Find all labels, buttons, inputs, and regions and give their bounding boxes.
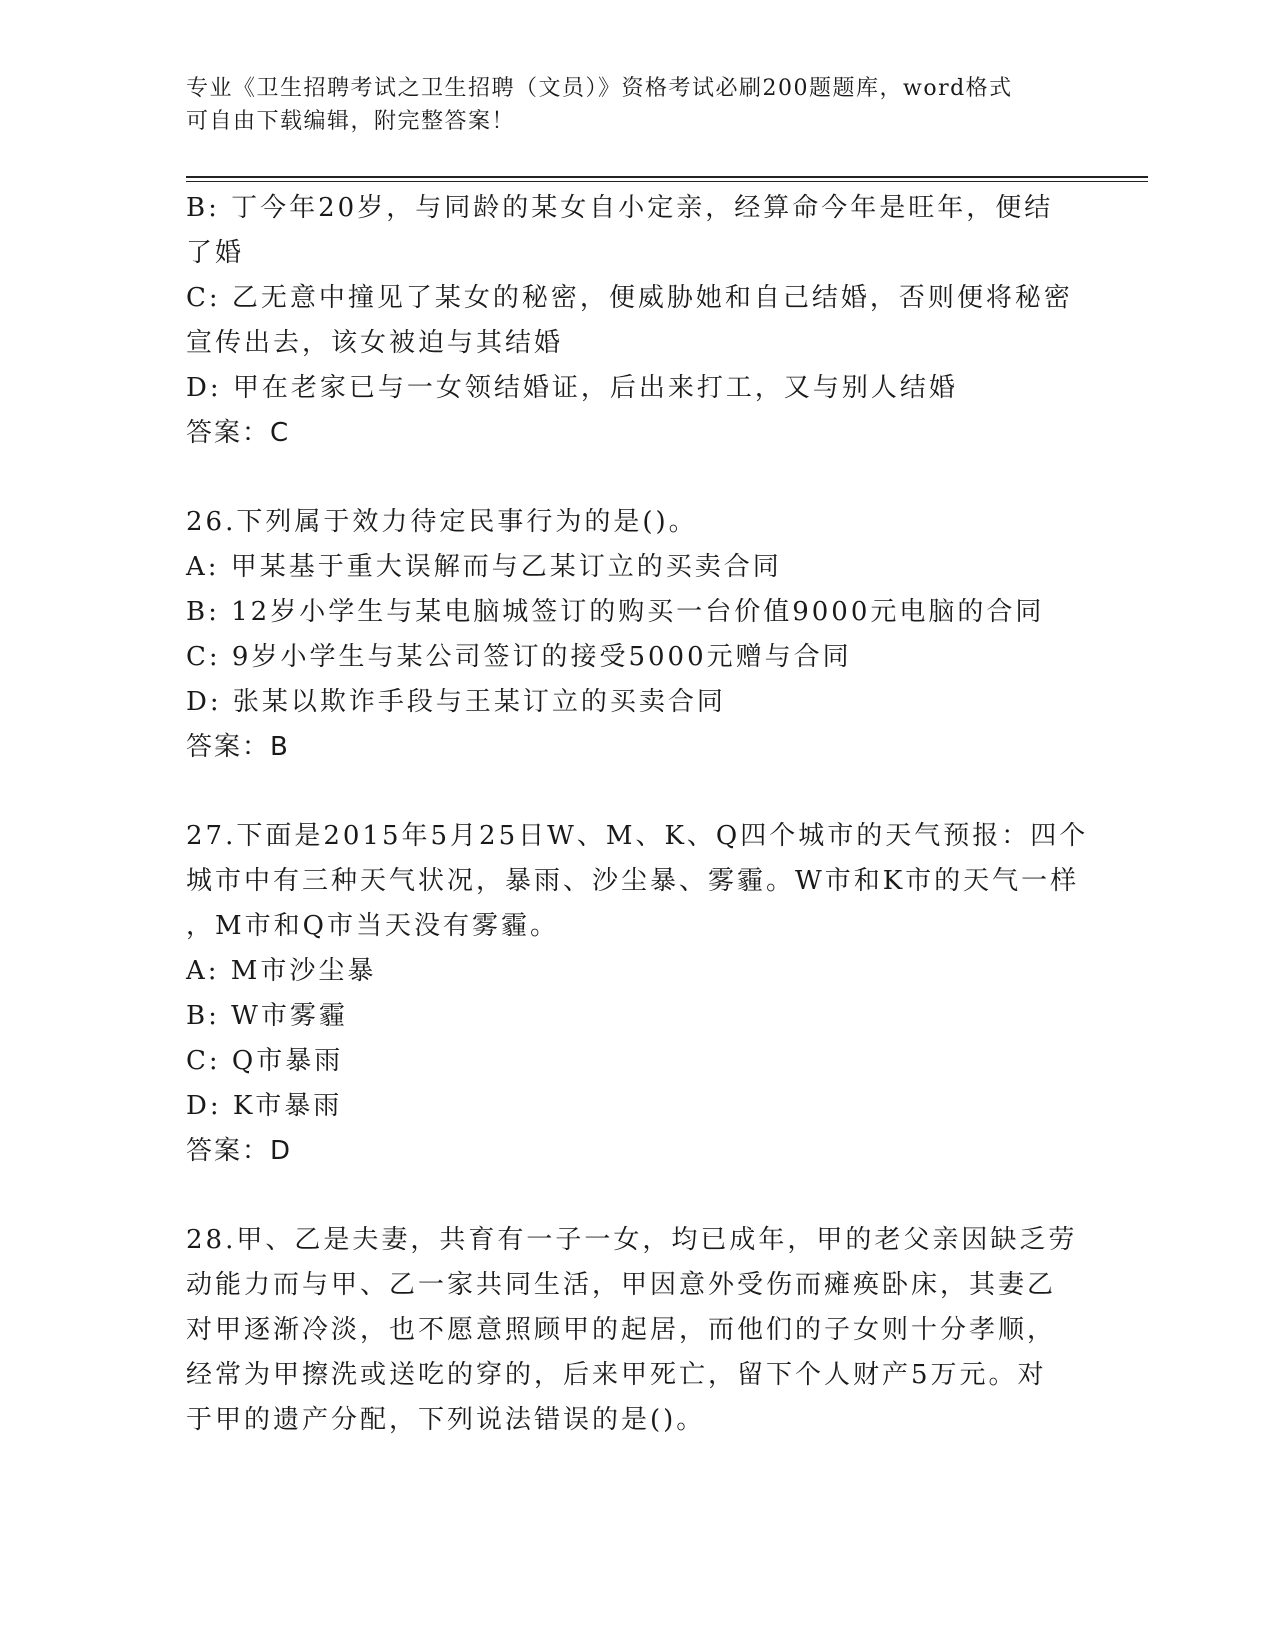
question-stem: 26.下列属于效力待定民事行为的是()。 xyxy=(186,507,698,537)
question-25-continuation xyxy=(186,186,1086,456)
question-26 xyxy=(186,500,1086,770)
option-b-line-1: B: 丁今年20岁，与同龄的某女自小定亲，经算命今年是旺年，便结 xyxy=(186,193,1054,223)
header-divider-thin xyxy=(186,181,1148,182)
spacer xyxy=(186,456,1086,500)
spacer xyxy=(186,770,1086,814)
option-a: A: 甲某基于重大误解而与乙某订立的买卖合同 xyxy=(186,552,782,582)
option-d: D: K市暴雨 xyxy=(186,1091,343,1121)
question-stem-line-3: 对甲逐渐冷淡，也不愿意照顾甲的起居，而他们的子女则十分孝顺， xyxy=(186,1315,1057,1345)
question-stem-line-1: 28.甲、乙是夫妻，共育有一子一女，均已成年，甲的老父亲因缺乏劳 xyxy=(186,1225,1078,1255)
question-27 xyxy=(186,814,1089,1174)
option-d: D: 甲在老家已与一女领结婚证，后出来打工，又与别人结婚 xyxy=(186,373,958,403)
option-b: B: W市雾霾 xyxy=(186,1001,348,1031)
option-b-line-2: 了婚 xyxy=(186,238,245,268)
question-28 xyxy=(186,1218,1086,1443)
option-c: C: Q市暴雨 xyxy=(186,1046,344,1076)
question-stem-line-4: 经常为甲擦洗或送吃的穿的，后来甲死亡，留下个人财产5万元。对 xyxy=(186,1360,1047,1390)
answer-line: 答案：B xyxy=(186,732,290,762)
question-stem-line-2: 城市中有三种天气状况，暴雨、沙尘暴、雾霾。W市和K市的天气一样 xyxy=(186,866,1080,896)
spacer xyxy=(186,1174,1086,1218)
header-divider-thick xyxy=(186,176,1148,178)
option-d: D: 张某以欺诈手段与王某订立的买卖合同 xyxy=(186,687,726,717)
option-c-line-2: 宣传出去，该女被迫与其结婚 xyxy=(186,328,564,358)
option-c-line-1: C: 乙无意中撞见了某女的秘密，便威胁她和自己结婚，否则便将秘密 xyxy=(186,283,1073,313)
answer-line: 答案：C xyxy=(186,418,291,448)
question-content xyxy=(186,186,1089,1443)
option-b: B: 12岁小学生与某电脑城签订的购买一台价值9000元电脑的合同 xyxy=(186,597,1045,627)
question-stem-line-2: 动能力而与甲、乙一家共同生活，甲因意外受伤而瘫痪卧床，其妻乙 xyxy=(186,1270,1057,1300)
option-c: C: 9岁小学生与某公司签订的接受5000元赠与合同 xyxy=(186,642,852,672)
header-line-1: 专业《卫生招聘考试之卫生招聘（文员）》资格考试必刷200题题库，word格式 xyxy=(186,76,1013,101)
option-a: A: M市沙尘暴 xyxy=(186,956,377,986)
question-stem-line-1: 27.下面是2015年5月25日W、M、K、Q四个城市的天气预报：四个 xyxy=(186,821,1089,851)
header-line-2: 可自由下载编辑，附完整答案！ xyxy=(186,109,516,134)
answer-line: 答案：D xyxy=(186,1136,293,1166)
question-stem-line-3: ，M市和Q市当天没有雾霾。 xyxy=(186,911,559,941)
question-stem-line-5: 于甲的遗产分配，下列说法错误的是()。 xyxy=(186,1405,706,1435)
page-header xyxy=(186,72,1066,138)
